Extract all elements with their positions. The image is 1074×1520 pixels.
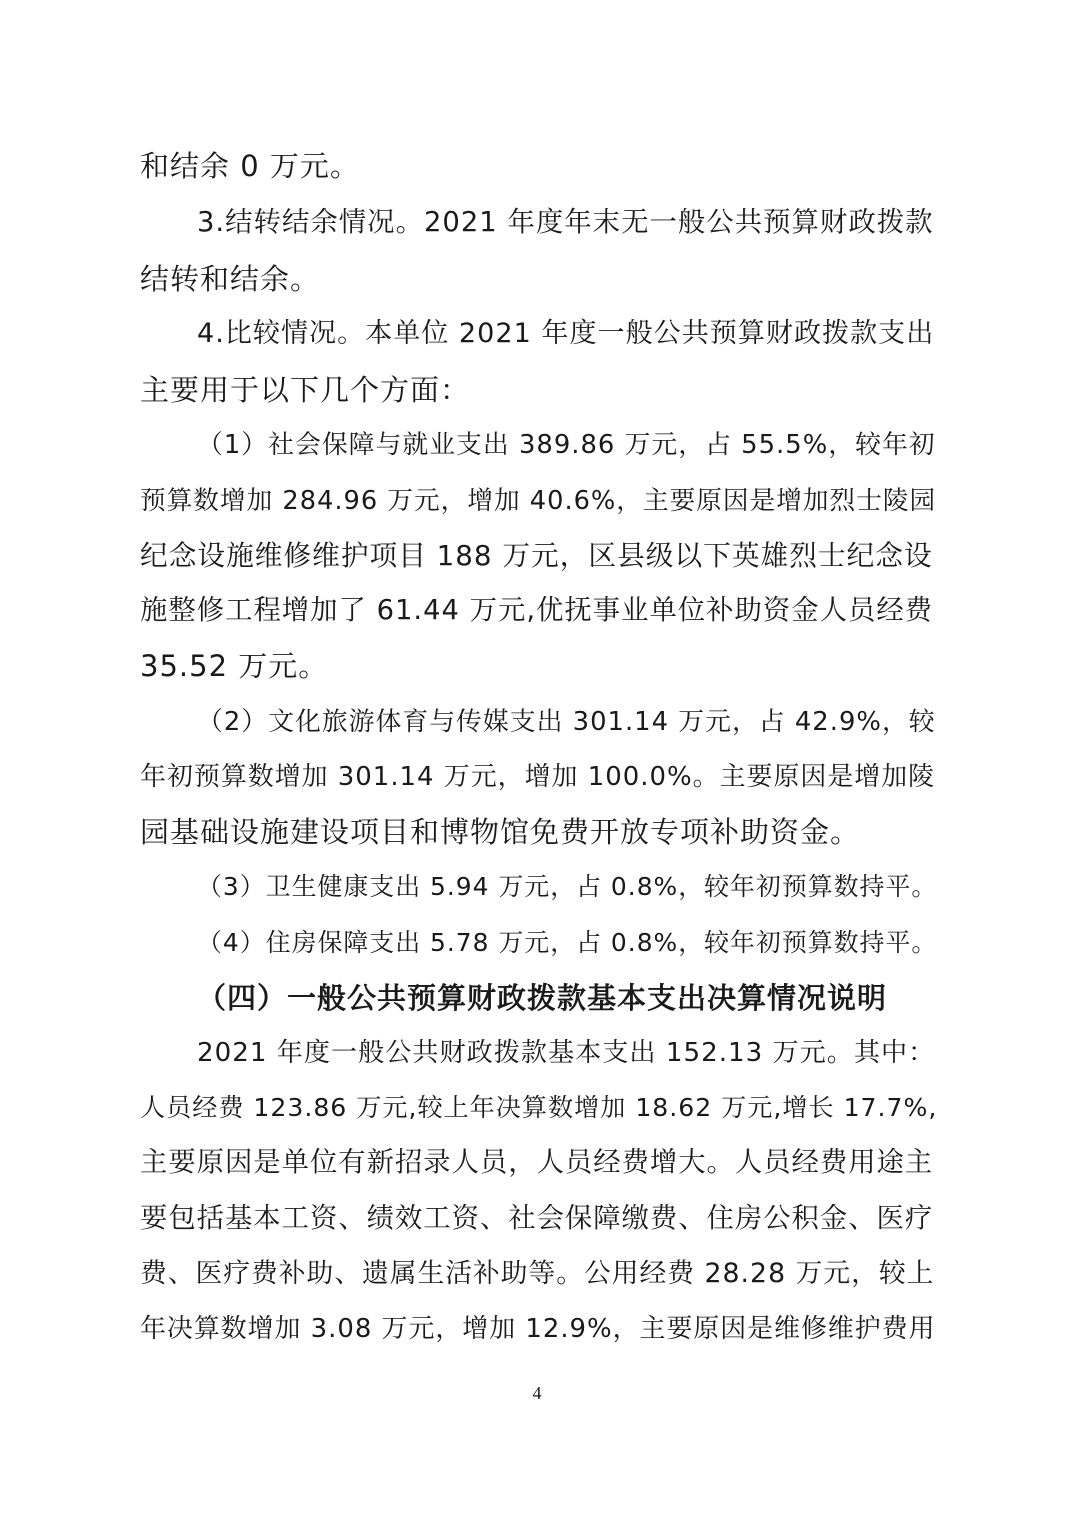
- text-line: 人员经费 123.86 万元,较上年决算数增加 18.62 万元,增长 17.7%,: [140, 1093, 938, 1122]
- text-line: 预算数增加 284.96 万元，增加 40.6%，主要原因是增加烈士陵园: [140, 486, 937, 516]
- text-line: （4）住房保障支出 5.78 万元，占 0.8%，较年初预算数持平。: [197, 928, 938, 957]
- page-number: 4: [532, 1383, 542, 1403]
- text-line: 费、医疗费补助、遗属生活补助等。公用经费 28.28 万元，较上: [140, 1258, 935, 1289]
- text-line: 2021 年度一般公共财政拨款基本支出 152.13 万元。其中：: [197, 1038, 936, 1068]
- text-line: （1）社会保障与就业支出 389.86 万元，占 55.5%，较年初: [197, 430, 936, 460]
- text-line: 4.比较情况。本单位 2021 年度一般公共预算财政拨款支出: [197, 318, 935, 349]
- section-heading: （四）一般公共预算财政拨款基本支出决算情况说明: [197, 981, 888, 1015]
- text-line: （2）文化旅游体育与传媒支出 301.14 万元，占 42.9%，较: [197, 707, 936, 737]
- text-line: 和结余 0 万元。: [140, 149, 360, 183]
- text-line: 结转和结余。: [140, 262, 321, 296]
- text-line: 35.52 万元。: [140, 649, 329, 683]
- text-line: 年初预算数增加 301.14 万元，增加 100.0%。主要原因是增加陵: [140, 762, 936, 792]
- text-line: 园基础设施建设项目和博物馆免费开放专项补助资金。: [140, 815, 861, 849]
- text-line: 纪念设施维修维护项目 188 万元，区县级以下英雄烈士纪念设: [140, 539, 933, 572]
- text-line: （3）卫生健康支出 5.94 万元，占 0.8%，较年初预算数持平。: [197, 872, 938, 901]
- text-line: 主要原因是单位有新招录人员，人员经费增大。人员经费用途主: [140, 1147, 934, 1178]
- text-line: 3.结转结余情况。2021 年度年末无一般公共预算财政拨款: [197, 207, 934, 238]
- text-line: 要包括基本工资、绩效工资、社会保障缴费、住房公积金、医疗: [140, 1203, 934, 1234]
- text-line: 施整修工程增加了 61.44 万元,优抚事业单位补助资金人员经费: [140, 595, 934, 626]
- text-line: 年决算数增加 3.08 万元，增加 12.9%，主要原因是维修维护费用: [140, 1314, 936, 1344]
- text-line: 主要用于以下几个方面：: [140, 373, 471, 407]
